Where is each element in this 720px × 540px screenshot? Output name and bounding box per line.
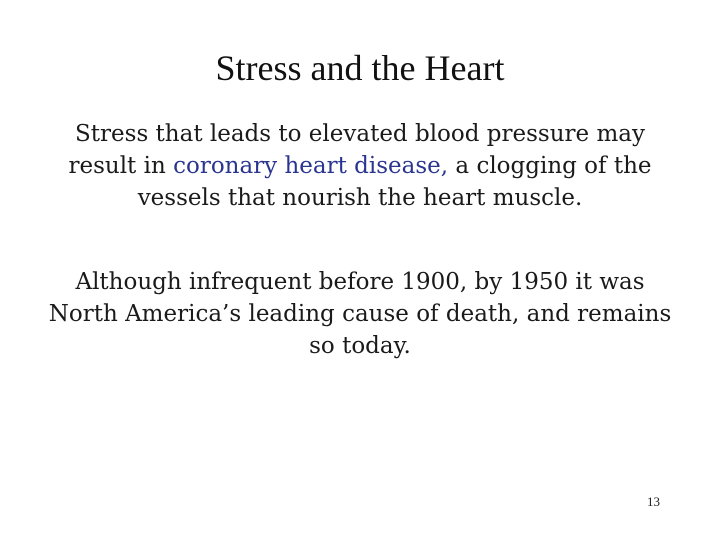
slide-title: Stress and the Heart bbox=[215, 48, 505, 88]
paragraph-text-end: a clogging of the vessels that nourish the heart muscle. bbox=[137, 153, 652, 211]
page-number: 13 bbox=[647, 494, 660, 509]
highlighted-term: coronary heart disease, bbox=[173, 153, 449, 179]
paragraph-coronary bbox=[40, 118, 680, 214]
paragraph-text-start: Stress that leads to elevated blood pressure may result in bbox=[68, 121, 645, 179]
paragraph-history: Although infrequent before 1900, by 1950 it was North America’s leading cause of death, and remains so today. bbox=[48, 269, 672, 359]
